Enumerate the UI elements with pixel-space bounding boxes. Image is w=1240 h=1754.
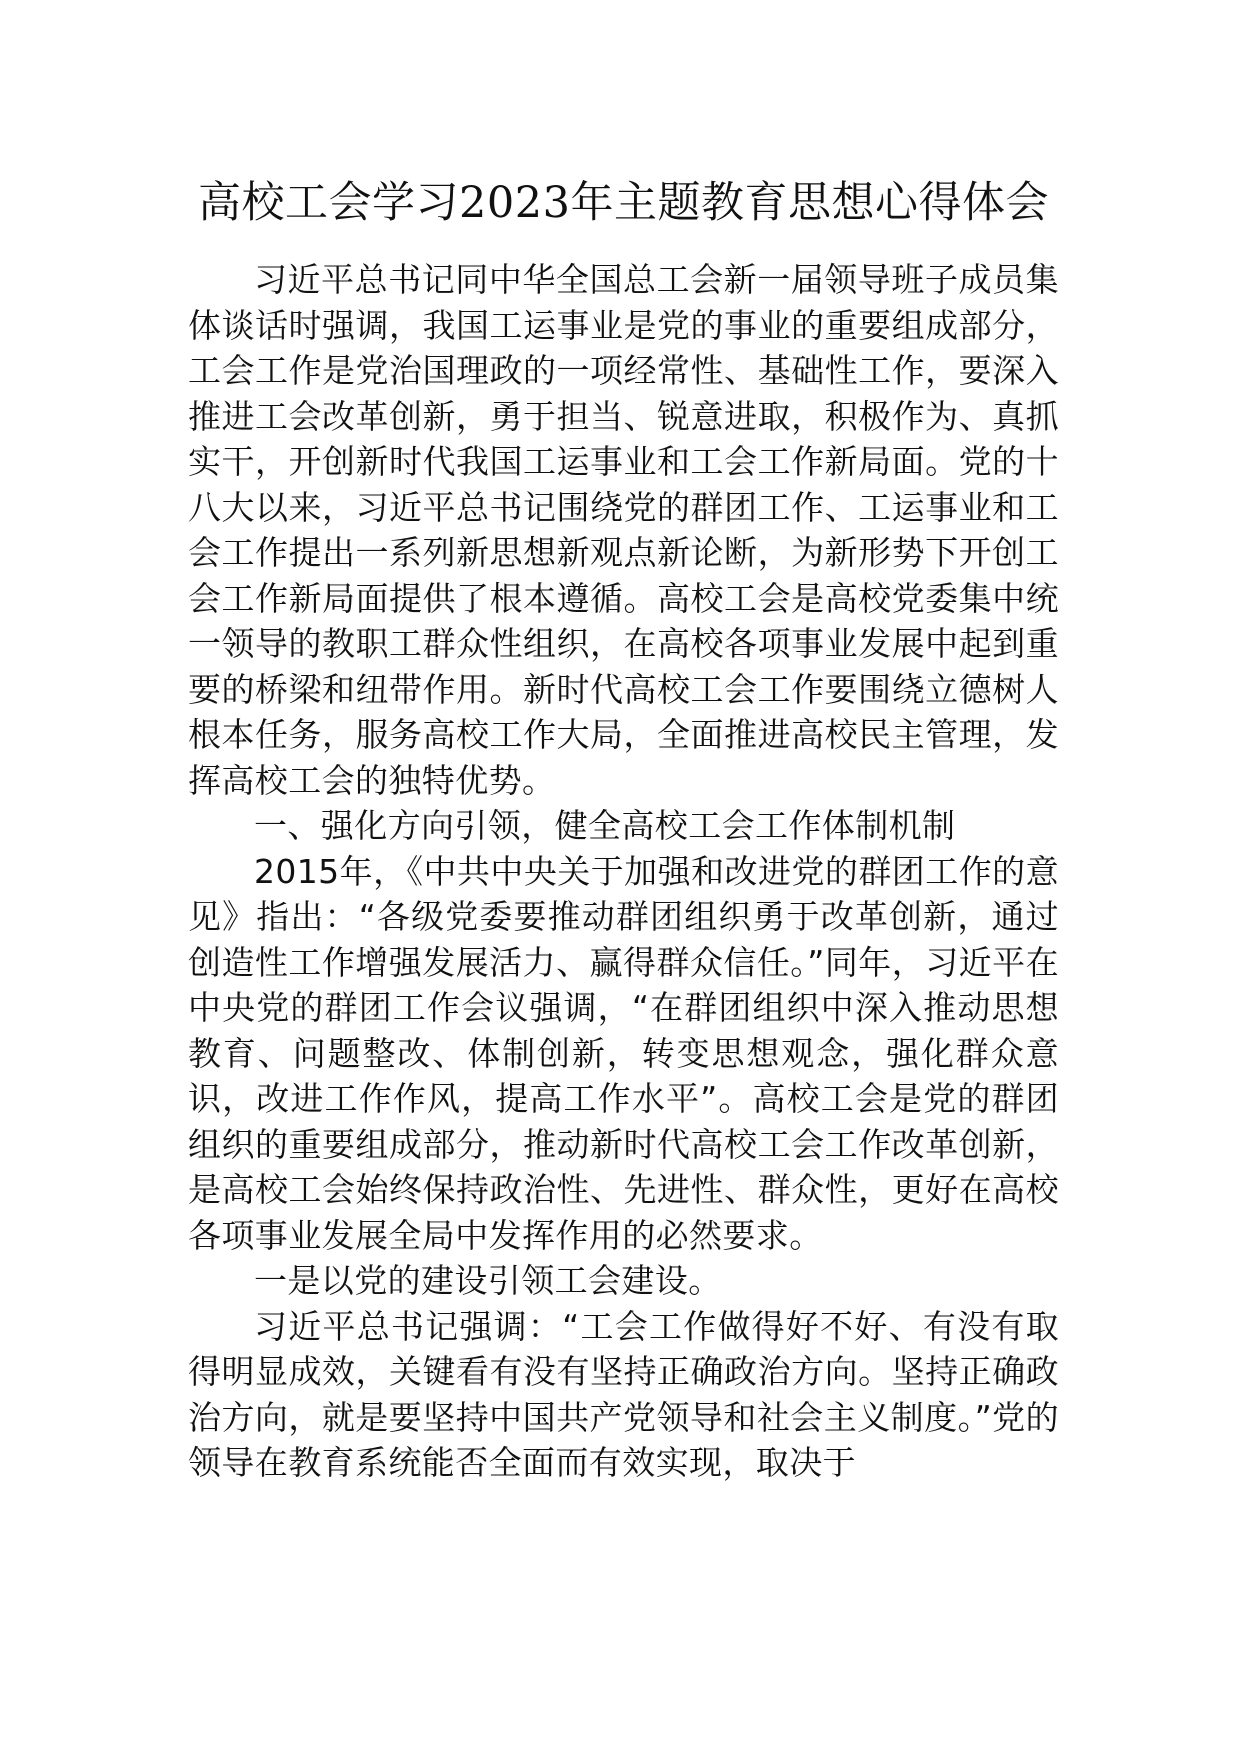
subsection-paragraph: 习近平总书记强调：“工会工作做得好不好、有没有取得明显成效，关键看有没有坚持正确政治方向。坚持正确政治方向，就是要坚持中国共产党领导和社会主义制度。”党的领导在教育系统能否全面而有效实现，取决于 [188, 1306, 1059, 1482]
document-title: 高校工会学习2023年主题教育思想心得体会 [198, 178, 1049, 228]
intro-paragraph: 习近平总书记同中华全国总工会新一届领导班子成员集体谈话时强调，我国工运事业是党的事业的重要组成部分，工会工作是党治国理政的一项经常性、基础性工作，要深入推进工会改革创新，勇于担当、锐意进取，积极作为、真抓实干，开创新时代我国工运事业和工会工作新局面。党的十八大以来，习近平总书记围绕党的群团工作、工运事业和工会工作提出一系列新思想新观点新论断，为新形势下开创工会工作新局面提供了根本遵循。高校工会是高校党委集中统一领导的教职工群众性组织，在高校各项事业发展中起到重要的桥梁和纽带作用。新时代高校工会工作要围绕立德树人根本任务，服务高校工作大局，全面推进高校民主管理，发挥高校工会的独特优势。 [188, 260, 1059, 800]
section-heading: 一、强化方向引领，健全高校工会工作体制机制 [254, 806, 956, 845]
section-paragraph: 2015年，《中共中央关于加强和改进党的群团工作的意见》指出：“各级党委要推动群团组织勇于改革创新，通过创造性工作增强发展活力、赢得群众信任。”同年，习近平在中央党的群团工作会议强调，“在群团组织中深入推动思想教育、问题整改、体制创新，转变思想观念，强化群众意识，改进工作作风，提高工作水平”。高校工会是党的群团组织的重要组成部分，推动新时代高校工会工作改革创新，是高校工会始终保持政治性、先进性、群众性，更好在高校各项事业发展全局中发挥作用的必然要求。 [188, 851, 1059, 1255]
document-body [188, 257, 1059, 1486]
subsection-heading: 一是以党的建设引领工会建设。 [254, 1261, 722, 1300]
